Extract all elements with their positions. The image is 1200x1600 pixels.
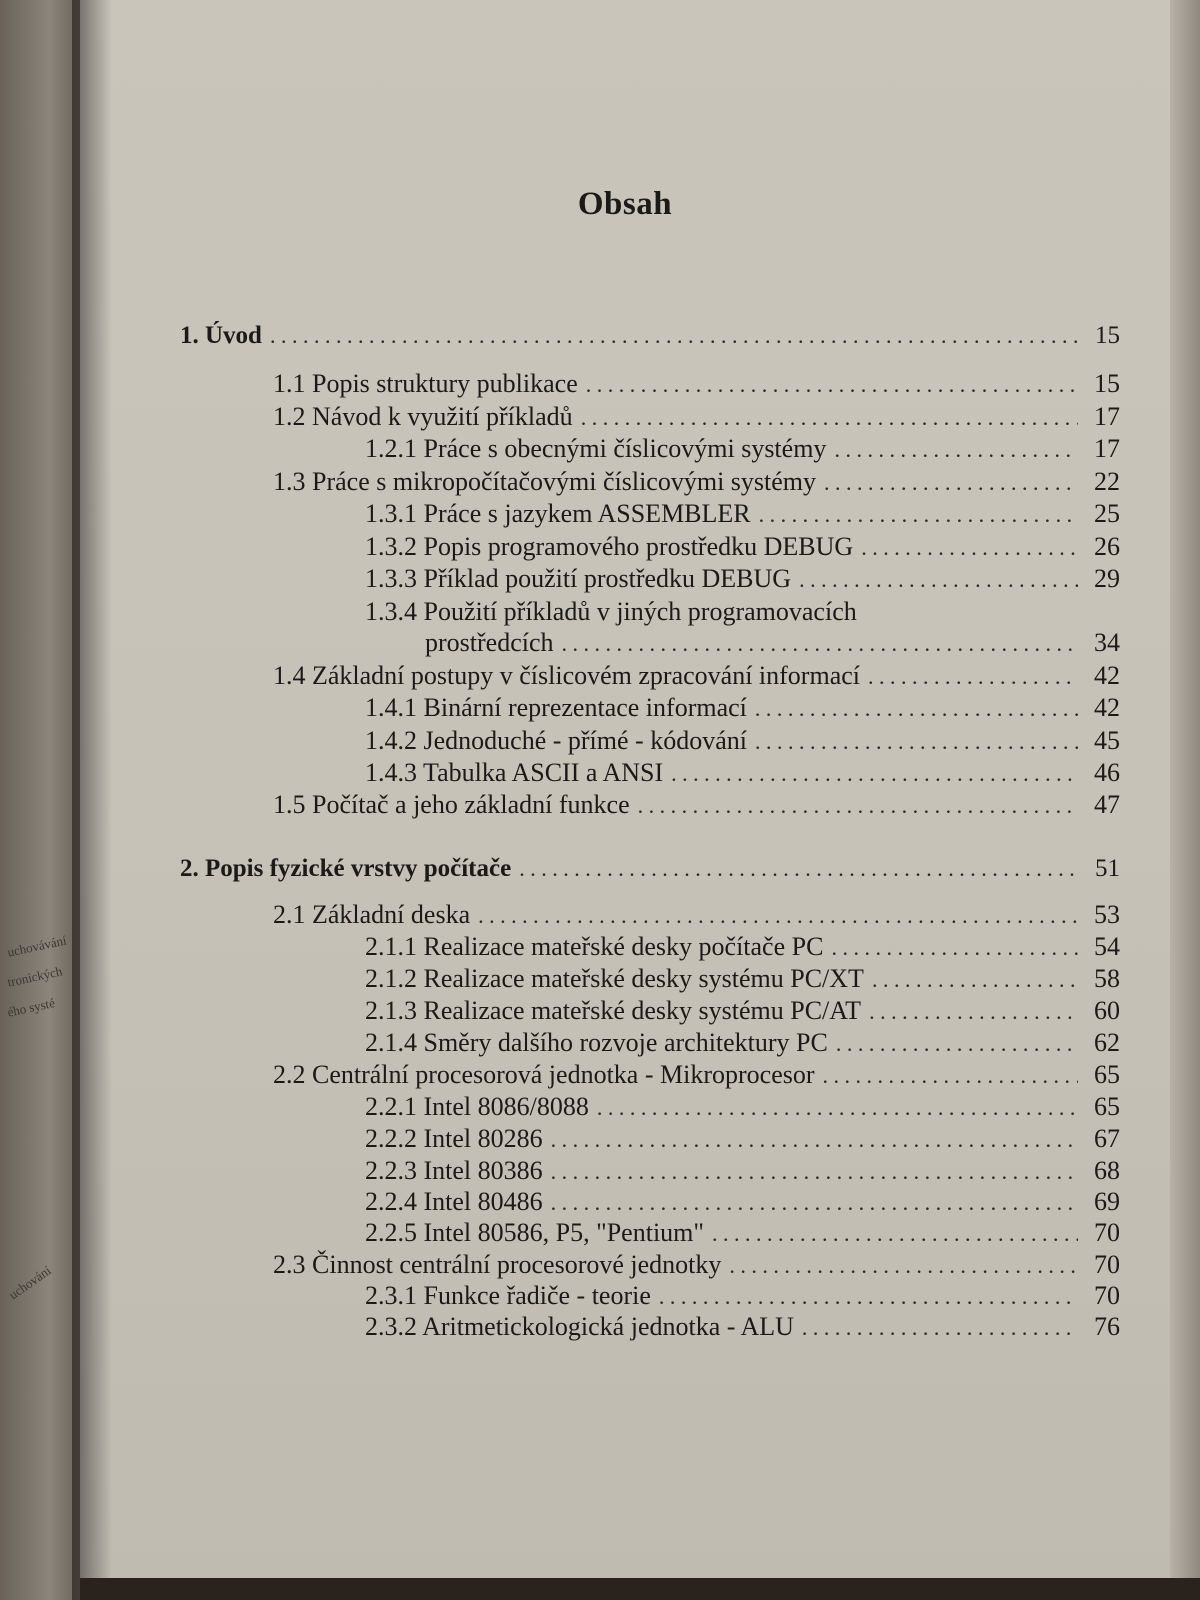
toc-entry-row bbox=[180, 995, 1120, 1028]
toc-page-number: 69 bbox=[1094, 1187, 1120, 1216]
toc-page-number: 34 bbox=[1094, 628, 1120, 657]
toc-entry-label: 1. Úvod bbox=[180, 322, 262, 349]
dot-leader bbox=[755, 725, 1078, 758]
dot-leader bbox=[659, 1280, 1078, 1313]
dot-leader bbox=[868, 660, 1078, 693]
toc-page-number: 42 bbox=[1094, 693, 1120, 722]
dot-leader bbox=[755, 692, 1078, 725]
toc-page-number: 25 bbox=[1094, 499, 1120, 528]
toc-page-number: 54 bbox=[1094, 932, 1120, 961]
margin-text: tronických bbox=[6, 963, 64, 990]
toc-entry-label: 2.2.4 Intel 80486 bbox=[365, 1187, 543, 1216]
toc-entry-label: 1.3.4 Použití příkladů v jiných programovacích bbox=[365, 597, 857, 626]
toc-page-number: 70 bbox=[1094, 1218, 1120, 1247]
toc-chapter-row bbox=[180, 853, 1120, 885]
dot-leader bbox=[824, 466, 1078, 499]
dot-leader bbox=[712, 1217, 1078, 1250]
toc-entry-row bbox=[180, 531, 1120, 564]
toc-entry-label: 1.3.1 Práce s jazykem ASSEMBLER bbox=[365, 499, 751, 528]
dot-leader bbox=[759, 498, 1078, 531]
toc-entry-label: 1.1 Popis struktury publikace bbox=[273, 369, 578, 398]
toc-entry-label: 1.4 Základní postupy v číslicovém zpracování informací bbox=[273, 661, 860, 690]
toc-entry-label: 1.2 Návod k využití příkladů bbox=[273, 402, 573, 431]
toc-entry-label: 2.1.4 Směry dalšího rozvoje architektury PC bbox=[365, 1028, 828, 1057]
toc-page-number: 67 bbox=[1094, 1124, 1120, 1153]
dot-leader bbox=[831, 931, 1078, 964]
toc-page-number: 47 bbox=[1094, 790, 1120, 819]
toc-page-number: 45 bbox=[1094, 726, 1120, 755]
toc-entry-row bbox=[180, 757, 1120, 790]
dot-leader bbox=[551, 1123, 1078, 1156]
toc-entry-row bbox=[180, 931, 1120, 964]
toc-page-number: 22 bbox=[1094, 467, 1120, 496]
dot-leader bbox=[836, 1027, 1078, 1060]
dot-leader bbox=[834, 433, 1078, 466]
toc-entry-row bbox=[180, 1280, 1120, 1313]
toc-entry-row bbox=[180, 1123, 1120, 1156]
dot-leader bbox=[562, 627, 1078, 660]
dot-leader bbox=[869, 995, 1078, 1028]
toc-page-number: 29 bbox=[1094, 564, 1120, 593]
toc-entry-label: 2.3.2 Aritmetickologická jednotka - ALU bbox=[365, 1312, 794, 1341]
toc-entry-row bbox=[180, 1027, 1120, 1060]
toc-page-number: 15 bbox=[1095, 322, 1120, 349]
toc-entry-row bbox=[180, 1059, 1120, 1092]
toc-page-number: 70 bbox=[1094, 1250, 1120, 1279]
toc-page-number: 70 bbox=[1094, 1281, 1120, 1310]
toc-entry-row bbox=[180, 596, 1120, 628]
toc-entry-row bbox=[180, 1249, 1120, 1282]
toc-page-number: 76 bbox=[1094, 1312, 1120, 1341]
toc-entry-row bbox=[180, 1311, 1120, 1344]
toc-entry-label: prostředcích bbox=[425, 628, 554, 657]
toc-entry-row bbox=[180, 660, 1120, 693]
dot-leader bbox=[872, 963, 1078, 996]
dot-leader bbox=[519, 853, 1078, 885]
toc-page-number: 58 bbox=[1094, 964, 1120, 993]
dot-leader bbox=[551, 1155, 1078, 1188]
dot-leader bbox=[270, 320, 1078, 352]
toc-entry-row bbox=[180, 1091, 1120, 1124]
toc-entry-row bbox=[180, 466, 1120, 499]
toc-entry-row bbox=[180, 963, 1120, 996]
dot-leader bbox=[729, 1249, 1078, 1282]
toc-entry-label: 2.1.2 Realizace mateřské desky systému PC/XT bbox=[365, 964, 864, 993]
toc-page-number: 68 bbox=[1094, 1156, 1120, 1185]
margin-text: ého systé bbox=[6, 995, 57, 1020]
toc-page-number: 17 bbox=[1094, 402, 1120, 431]
toc-entry-label: 1.3.3 Příklad použití prostředku DEBUG bbox=[365, 564, 792, 593]
table-surface bbox=[80, 1578, 1200, 1600]
toc-page-number: 42 bbox=[1094, 661, 1120, 690]
toc-entry-label: 2.3 Činnost centrální procesorové jednotky bbox=[273, 1250, 722, 1279]
dot-leader bbox=[586, 368, 1078, 401]
toc-entry-row bbox=[180, 899, 1120, 932]
toc-entry-row bbox=[180, 563, 1120, 596]
margin-text: uchování bbox=[6, 1262, 54, 1303]
dot-leader bbox=[861, 531, 1078, 564]
toc-entry-label: 1.5 Počítač a jeho základní funkce bbox=[273, 790, 630, 819]
dot-leader bbox=[581, 401, 1078, 434]
toc-chapter-row bbox=[180, 320, 1120, 352]
page-title: Obsah bbox=[577, 186, 673, 222]
toc-entry-label: 1.2.1 Práce s obecnými číslicovými systémy bbox=[365, 434, 827, 463]
toc-entry-label: 2.2.1 Intel 8086/8088 bbox=[365, 1092, 589, 1121]
dot-leader bbox=[802, 1311, 1078, 1344]
toc-page-number: 65 bbox=[1094, 1060, 1120, 1089]
toc-entry-label: 2.2.5 Intel 80586, P5, "Pentium" bbox=[365, 1218, 705, 1247]
spine-shadow bbox=[72, 0, 112, 1600]
toc-entry-row bbox=[180, 692, 1120, 725]
toc-entry-row bbox=[180, 1186, 1120, 1219]
toc-entry-label: 2.2.2 Intel 80286 bbox=[365, 1124, 543, 1153]
dot-leader bbox=[671, 757, 1078, 790]
dot-leader bbox=[597, 1091, 1078, 1124]
toc-entry-row bbox=[180, 1155, 1120, 1188]
toc-entry-label: 2.2 Centrální procesorová jednotka - Mikroprocesor bbox=[273, 1060, 815, 1089]
dot-leader bbox=[823, 1059, 1078, 1092]
toc-page-number: 15 bbox=[1094, 369, 1120, 398]
toc-page-number: 46 bbox=[1094, 758, 1120, 787]
dot-leader bbox=[799, 563, 1078, 596]
toc-entry-label: 1.3 Práce s mikropočítačovými číslicovými systémy bbox=[273, 467, 817, 496]
toc-page-number: 60 bbox=[1094, 996, 1120, 1025]
toc-page-number: 51 bbox=[1095, 855, 1120, 882]
toc-entry-label: 2. Popis fyzické vrstvy počítače bbox=[180, 855, 512, 882]
toc-entry-row bbox=[180, 401, 1120, 434]
toc-entry-label: 2.1 Základní deska bbox=[273, 900, 471, 929]
toc-entry-label: 1.4.2 Jednoduché - přímé - kódování bbox=[365, 726, 747, 755]
toc-entry-label: 2.1.3 Realizace mateřské desky systému PC/AT bbox=[365, 996, 862, 1025]
toc-entry-label: 1.4.1 Binární reprezentace informací bbox=[365, 693, 747, 722]
dot-leader bbox=[638, 789, 1078, 822]
page-stack-edge bbox=[1170, 0, 1200, 1578]
toc-page-number: 65 bbox=[1094, 1092, 1120, 1121]
toc-page-number: 53 bbox=[1094, 900, 1120, 929]
toc-entry-row bbox=[180, 498, 1120, 531]
toc-entry-row bbox=[180, 627, 1120, 660]
toc-entry-row bbox=[180, 789, 1120, 822]
toc-entry-row bbox=[180, 1217, 1120, 1250]
margin-text: uchovávání bbox=[6, 932, 68, 960]
toc-page-number: 62 bbox=[1094, 1028, 1120, 1057]
toc-entry-label: 2.2.3 Intel 80386 bbox=[365, 1156, 543, 1185]
toc-entry-row bbox=[180, 725, 1120, 758]
toc-entry-label: 1.3.2 Popis programového prostředku DEBUG bbox=[365, 532, 854, 561]
toc-entry-label: 2.1.1 Realizace mateřské desky počítače PC bbox=[365, 932, 824, 961]
book-page bbox=[80, 0, 1176, 1578]
dot-leader bbox=[551, 1186, 1078, 1219]
dot-leader bbox=[478, 899, 1078, 932]
toc-entry-row bbox=[180, 368, 1120, 401]
toc-entry-label: 1.4.3 Tabulka ASCII a ANSI bbox=[365, 758, 664, 787]
toc-page-number: 17 bbox=[1094, 434, 1120, 463]
toc-entry-row bbox=[180, 433, 1120, 466]
toc-entry-label: 2.3.1 Funkce řadiče - teorie bbox=[365, 1281, 651, 1310]
toc-page-number: 26 bbox=[1094, 532, 1120, 561]
